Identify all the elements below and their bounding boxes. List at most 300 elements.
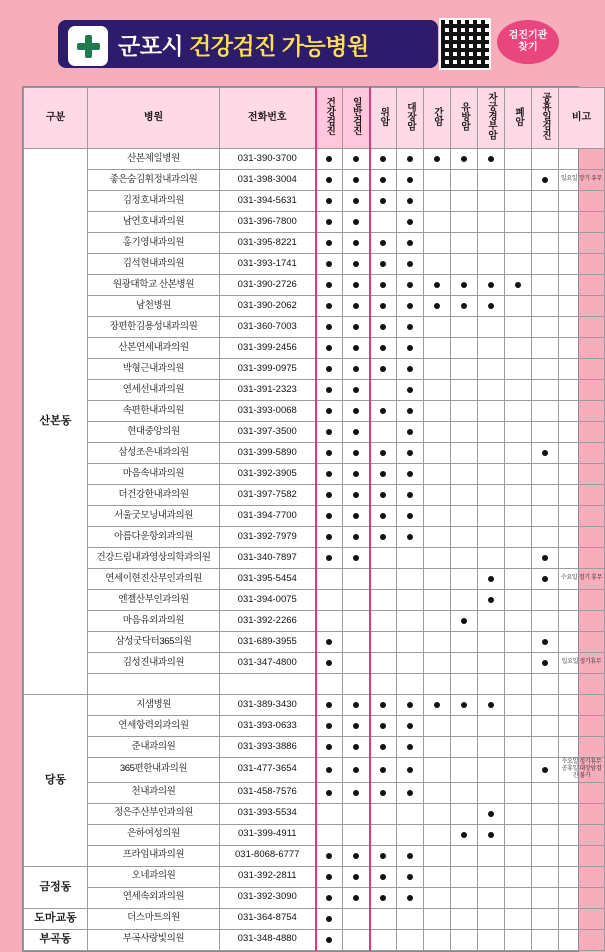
cell-telephone: 031-397-3500 — [220, 422, 316, 443]
dot-icon — [326, 240, 332, 246]
cell-hospital: 준내과의원 — [88, 737, 220, 758]
cell-mark-c9 — [532, 716, 559, 737]
cell-mark-c9 — [532, 464, 559, 485]
cell-telephone: 031-360-7003 — [220, 317, 316, 338]
cell-mark-c7 — [478, 716, 505, 737]
cell-mark-c3 — [370, 380, 397, 401]
dot-icon — [326, 744, 332, 750]
dot-icon — [326, 408, 332, 414]
cell-mark-c8 — [505, 443, 532, 464]
dot-icon — [353, 240, 359, 246]
cell-mark-c5 — [424, 401, 451, 422]
cell-mark-c7 — [478, 380, 505, 401]
cell-mark-c4 — [397, 845, 424, 866]
cell-hospital: 박형근내과의원 — [88, 359, 220, 380]
cell-mark-c9 — [532, 887, 559, 908]
cell-telephone: 031-398-3004 — [220, 170, 316, 191]
dot-icon — [326, 513, 332, 519]
cell-mark-c3 — [370, 908, 397, 929]
cell-mark-c8 — [505, 803, 532, 824]
cell-mark-c2 — [343, 845, 370, 866]
dot-icon — [353, 874, 359, 880]
dot-icon — [461, 702, 467, 708]
cell-mark-c6 — [451, 674, 478, 695]
dot-icon — [353, 450, 359, 456]
cell-mark-c3 — [370, 737, 397, 758]
cell-mark-c9 — [532, 506, 559, 527]
cell-mark-c7 — [478, 233, 505, 254]
cell-mark-c9 — [532, 803, 559, 824]
cell-mark-c3 — [370, 506, 397, 527]
col-header-label: 일반검진 — [350, 97, 362, 136]
dot-icon — [380, 874, 386, 880]
table-row — [24, 569, 605, 590]
cell-mark-c9 — [532, 611, 559, 632]
cell-note — [559, 485, 605, 506]
dot-icon — [326, 937, 332, 943]
cell-mark-c8 — [505, 485, 532, 506]
col-header-label: 위암 — [378, 106, 390, 126]
cell-hospital: 부곡사랑빛의원 — [88, 929, 220, 950]
cell-mark-c9 — [532, 866, 559, 887]
cell-mark-c5 — [424, 908, 451, 929]
cell-mark-c2 — [343, 569, 370, 590]
dot-icon — [407, 387, 413, 393]
qr-code-icon[interactable] — [439, 18, 491, 70]
cell-mark-c5 — [424, 653, 451, 674]
table-row — [24, 653, 605, 674]
table-row — [24, 338, 605, 359]
cell-mark-c7 — [478, 737, 505, 758]
dot-icon — [380, 177, 386, 183]
cell-mark-c7 — [478, 803, 505, 824]
cell-mark-c7 — [478, 527, 505, 548]
poster-header — [22, 14, 579, 80]
cell-mark-c1 — [316, 737, 343, 758]
cell-mark-c2 — [343, 866, 370, 887]
cell-gubun: 금정동 — [24, 866, 88, 908]
dot-icon — [380, 450, 386, 456]
cell-mark-c1 — [316, 866, 343, 887]
cell-mark-c4 — [397, 359, 424, 380]
cell-mark-c5 — [424, 782, 451, 803]
cell-mark-c5 — [424, 929, 451, 950]
dot-icon — [407, 853, 413, 859]
dot-icon — [488, 303, 494, 309]
dot-icon — [407, 261, 413, 267]
cell-mark-c6 — [451, 695, 478, 716]
cell-mark-c2 — [343, 275, 370, 296]
cell-note: 일요일 정기휴무 — [559, 653, 605, 674]
cell-mark-c9 — [532, 632, 559, 653]
cell-telephone: 031-348-4880 — [220, 929, 316, 950]
table-row — [24, 674, 605, 695]
table-row — [24, 254, 605, 275]
cell-telephone: 031-394-7700 — [220, 506, 316, 527]
dot-icon — [488, 597, 494, 603]
dot-icon — [407, 156, 413, 162]
cell-mark-c3 — [370, 296, 397, 317]
dot-icon — [380, 702, 386, 708]
cell-mark-c9 — [532, 908, 559, 929]
cell-telephone: 031-399-2456 — [220, 338, 316, 359]
cell-mark-c5 — [424, 716, 451, 737]
col-header-c1 — [316, 88, 343, 149]
cell-mark-c4 — [397, 296, 424, 317]
cell-hospital: 연세선내과의원 — [88, 380, 220, 401]
dot-icon — [326, 916, 332, 922]
cell-mark-c8 — [505, 212, 532, 233]
cell-note — [559, 929, 605, 950]
cell-mark-c9 — [532, 317, 559, 338]
dot-icon — [326, 660, 332, 666]
cell-telephone: 031-458-7576 — [220, 782, 316, 803]
cell-mark-c2 — [343, 527, 370, 548]
dot-icon — [515, 282, 521, 288]
cell-mark-c6 — [451, 401, 478, 422]
dot-icon — [488, 282, 494, 288]
cell-mark-c9 — [532, 824, 559, 845]
cell-mark-c9 — [532, 653, 559, 674]
dot-icon — [353, 303, 359, 309]
cell-mark-c6 — [451, 338, 478, 359]
cell-mark-c4 — [397, 569, 424, 590]
cell-mark-c2 — [343, 758, 370, 783]
col-header-c5 — [424, 88, 451, 149]
qr-badge[interactable] — [497, 20, 559, 64]
dot-icon — [380, 723, 386, 729]
cell-mark-c6 — [451, 443, 478, 464]
cell-mark-c5 — [424, 233, 451, 254]
table-row — [24, 548, 605, 569]
cell-hospital: 원광대학교 산본병원 — [88, 275, 220, 296]
cell-note — [559, 590, 605, 611]
cell-note: 수요일 정기 휴무 — [559, 569, 605, 590]
cell-hospital: 김성진내과의원 — [88, 653, 220, 674]
cell-mark-c1 — [316, 170, 343, 191]
cell-telephone: 031-340-7897 — [220, 548, 316, 569]
cell-mark-c8 — [505, 737, 532, 758]
table-row — [24, 845, 605, 866]
cell-mark-c1 — [316, 254, 343, 275]
cell-mark-c9 — [532, 929, 559, 950]
col-header-c9 — [532, 88, 559, 149]
cell-mark-c8 — [505, 887, 532, 908]
dot-icon — [380, 895, 386, 901]
cell-mark-c1 — [316, 443, 343, 464]
dot-icon — [326, 492, 332, 498]
cell-mark-c7 — [478, 254, 505, 275]
cell-mark-c6 — [451, 716, 478, 737]
cell-note — [559, 338, 605, 359]
dot-icon — [326, 387, 332, 393]
cell-mark-c8 — [505, 866, 532, 887]
cell-mark-c4 — [397, 506, 424, 527]
cell-note — [559, 527, 605, 548]
cell-note — [559, 380, 605, 401]
cell-mark-c5 — [424, 548, 451, 569]
cell-mark-c3 — [370, 254, 397, 275]
cell-mark-c7 — [478, 170, 505, 191]
table-row — [24, 233, 605, 254]
cell-mark-c5 — [424, 380, 451, 401]
cell-note — [559, 506, 605, 527]
cell-telephone: 031-393-1741 — [220, 254, 316, 275]
cell-hospital: 건강드림내과영상의학과의원 — [88, 548, 220, 569]
cell-mark-c8 — [505, 401, 532, 422]
cell-mark-c6 — [451, 866, 478, 887]
cell-mark-c5 — [424, 317, 451, 338]
cell-mark-c8 — [505, 674, 532, 695]
cell-mark-c1 — [316, 485, 343, 506]
cell-mark-c9 — [532, 485, 559, 506]
cell-mark-c4 — [397, 527, 424, 548]
cell-mark-c2 — [343, 149, 370, 170]
table-row — [24, 401, 605, 422]
dot-icon — [326, 790, 332, 796]
dot-icon — [326, 324, 332, 330]
cell-note — [559, 908, 605, 929]
cell-mark-c4 — [397, 212, 424, 233]
cell-mark-c9 — [532, 149, 559, 170]
dot-icon — [326, 219, 332, 225]
poster-page — [0, 14, 603, 946]
table-row — [24, 149, 605, 170]
cell-mark-c6 — [451, 887, 478, 908]
col-header-label: 유방암 — [458, 101, 470, 131]
cell-mark-c6 — [451, 527, 478, 548]
cell-mark-c8 — [505, 233, 532, 254]
cell-telephone: 031-389-3430 — [220, 695, 316, 716]
cell-hospital: 엔젤산부인과의원 — [88, 590, 220, 611]
dot-icon — [407, 513, 413, 519]
hospital-cross-icon — [66, 24, 110, 68]
col-header-c4 — [397, 88, 424, 149]
cell-mark-c7 — [478, 611, 505, 632]
cell-mark-c6 — [451, 485, 478, 506]
cell-telephone: 031-689-3955 — [220, 632, 316, 653]
cell-mark-c3 — [370, 359, 397, 380]
cell-mark-c8 — [505, 275, 532, 296]
cell-mark-c2 — [343, 254, 370, 275]
cell-hospital: 장편한김용성내과의원 — [88, 317, 220, 338]
dot-icon — [380, 240, 386, 246]
dot-icon — [380, 790, 386, 796]
col-header-c7 — [478, 88, 505, 149]
cell-note — [559, 548, 605, 569]
dot-icon — [380, 156, 386, 162]
cell-telephone: 031-390-2726 — [220, 275, 316, 296]
cell-mark-c9 — [532, 674, 559, 695]
cell-mark-c4 — [397, 401, 424, 422]
dot-icon — [407, 450, 413, 456]
cell-telephone: 031-394-0075 — [220, 590, 316, 611]
cell-mark-c1 — [316, 716, 343, 737]
col-header-label: 자궁경부암 — [485, 92, 497, 140]
cell-mark-c3 — [370, 527, 397, 548]
cell-mark-c1 — [316, 590, 343, 611]
cell-telephone: 031-392-2266 — [220, 611, 316, 632]
title-banner — [58, 20, 438, 68]
cell-mark-c1 — [316, 275, 343, 296]
cell-mark-c1 — [316, 527, 343, 548]
cell-mark-c1 — [316, 191, 343, 212]
table-row — [24, 191, 605, 212]
dot-icon — [353, 387, 359, 393]
col-header-label: 건강검진 — [324, 97, 336, 136]
cell-mark-c2 — [343, 716, 370, 737]
table-row — [24, 782, 605, 803]
cell-mark-c5 — [424, 296, 451, 317]
dot-icon — [353, 534, 359, 540]
cell-mark-c4 — [397, 464, 424, 485]
cell-mark-c5 — [424, 443, 451, 464]
cell-mark-c1 — [316, 359, 343, 380]
hospital-table-wrap — [22, 86, 603, 952]
cell-mark-c1 — [316, 212, 343, 233]
cell-hospital: 지샘병원 — [88, 695, 220, 716]
cell-mark-c8 — [505, 569, 532, 590]
cell-mark-c8 — [505, 590, 532, 611]
cell-mark-c1 — [316, 149, 343, 170]
dot-icon — [407, 723, 413, 729]
cell-mark-c6 — [451, 212, 478, 233]
cell-mark-c5 — [424, 464, 451, 485]
dot-icon — [407, 198, 413, 204]
cell-mark-c8 — [505, 422, 532, 443]
cell-mark-c8 — [505, 527, 532, 548]
cell-mark-c8 — [505, 695, 532, 716]
cell-mark-c8 — [505, 170, 532, 191]
cell-mark-c9 — [532, 275, 559, 296]
cell-telephone: 031-393-3886 — [220, 737, 316, 758]
cell-mark-c2 — [343, 908, 370, 929]
cell-mark-c2 — [343, 590, 370, 611]
cell-note — [559, 359, 605, 380]
cell-telephone: 031-347-4800 — [220, 653, 316, 674]
table-row — [24, 527, 605, 548]
qr-badge-line2: 찾기 — [518, 42, 538, 53]
cell-mark-c1 — [316, 632, 343, 653]
cell-mark-c6 — [451, 737, 478, 758]
cell-note — [559, 782, 605, 803]
cell-mark-c8 — [505, 296, 532, 317]
cell-mark-c2 — [343, 824, 370, 845]
cell-mark-c3 — [370, 191, 397, 212]
cell-mark-c8 — [505, 506, 532, 527]
cell-mark-c3 — [370, 149, 397, 170]
dot-icon — [326, 723, 332, 729]
cell-mark-c5 — [424, 254, 451, 275]
cell-mark-c2 — [343, 695, 370, 716]
cell-mark-c5 — [424, 275, 451, 296]
cell-telephone: 031-399-4911 — [220, 824, 316, 845]
dot-icon — [353, 282, 359, 288]
col-header-label: 공휴일검진 — [539, 92, 551, 140]
cell-hospital: 홍기영내과의원 — [88, 233, 220, 254]
cell-mark-c6 — [451, 464, 478, 485]
cell-hospital: 프라임내과의원 — [88, 845, 220, 866]
cell-telephone: 031-390-2062 — [220, 296, 316, 317]
cell-note — [559, 824, 605, 845]
dot-icon — [407, 744, 413, 750]
cell-mark-c9 — [532, 569, 559, 590]
table-row — [24, 716, 605, 737]
cell-mark-c7 — [478, 191, 505, 212]
dot-icon — [353, 513, 359, 519]
cell-hospital: 아름다운항외과의원 — [88, 527, 220, 548]
cell-mark-c2 — [343, 548, 370, 569]
cell-note — [559, 632, 605, 653]
cell-mark-c8 — [505, 908, 532, 929]
cell-mark-c9 — [532, 359, 559, 380]
cell-mark-c8 — [505, 317, 532, 338]
cell-mark-c2 — [343, 233, 370, 254]
cell-mark-c4 — [397, 824, 424, 845]
dot-icon — [407, 790, 413, 796]
cell-mark-c6 — [451, 359, 478, 380]
cell-hospital: 365편한내과의원 — [88, 758, 220, 783]
dot-icon — [326, 282, 332, 288]
dot-icon — [407, 429, 413, 435]
cell-mark-c4 — [397, 737, 424, 758]
cell-telephone: 031-391-2323 — [220, 380, 316, 401]
cell-mark-c4 — [397, 548, 424, 569]
cell-mark-c2 — [343, 338, 370, 359]
cell-mark-c7 — [478, 632, 505, 653]
dot-icon — [488, 702, 494, 708]
dot-icon — [407, 219, 413, 225]
cell-note — [559, 275, 605, 296]
cell-mark-c8 — [505, 758, 532, 783]
cell-hospital: 연세속외과의원 — [88, 887, 220, 908]
cell-mark-c1 — [316, 338, 343, 359]
dot-icon — [542, 555, 548, 561]
cell-mark-c4 — [397, 170, 424, 191]
cell-hospital: 속편한내과의원 — [88, 401, 220, 422]
cell-mark-c3 — [370, 590, 397, 611]
cell-mark-c7 — [478, 908, 505, 929]
page-title — [118, 28, 369, 61]
cell-mark-c5 — [424, 632, 451, 653]
cell-mark-c4 — [397, 338, 424, 359]
cell-note: 수요일 정기휴무 공휴일 대장암검진 불가 — [559, 758, 605, 783]
cell-mark-c6 — [451, 929, 478, 950]
cell-mark-c7 — [478, 359, 505, 380]
cell-mark-c6 — [451, 233, 478, 254]
dot-icon — [434, 303, 440, 309]
col-header-gubun: 구분 — [24, 88, 88, 149]
dot-icon — [326, 702, 332, 708]
dot-icon — [407, 702, 413, 708]
cell-mark-c6 — [451, 569, 478, 590]
dot-icon — [326, 767, 332, 773]
cell-hospital: 은하여성의원 — [88, 824, 220, 845]
dot-icon — [407, 345, 413, 351]
dot-icon — [461, 303, 467, 309]
dot-icon — [542, 450, 548, 456]
cell-mark-c5 — [424, 359, 451, 380]
cell-hospital: 산본제일병원 — [88, 149, 220, 170]
cell-mark-c1 — [316, 422, 343, 443]
cell-mark-c1 — [316, 569, 343, 590]
col-header-c6 — [451, 88, 478, 149]
cell-mark-c1 — [316, 380, 343, 401]
cell-mark-c5 — [424, 674, 451, 695]
cell-mark-c4 — [397, 254, 424, 275]
dot-icon — [380, 198, 386, 204]
cell-mark-c1 — [316, 317, 343, 338]
